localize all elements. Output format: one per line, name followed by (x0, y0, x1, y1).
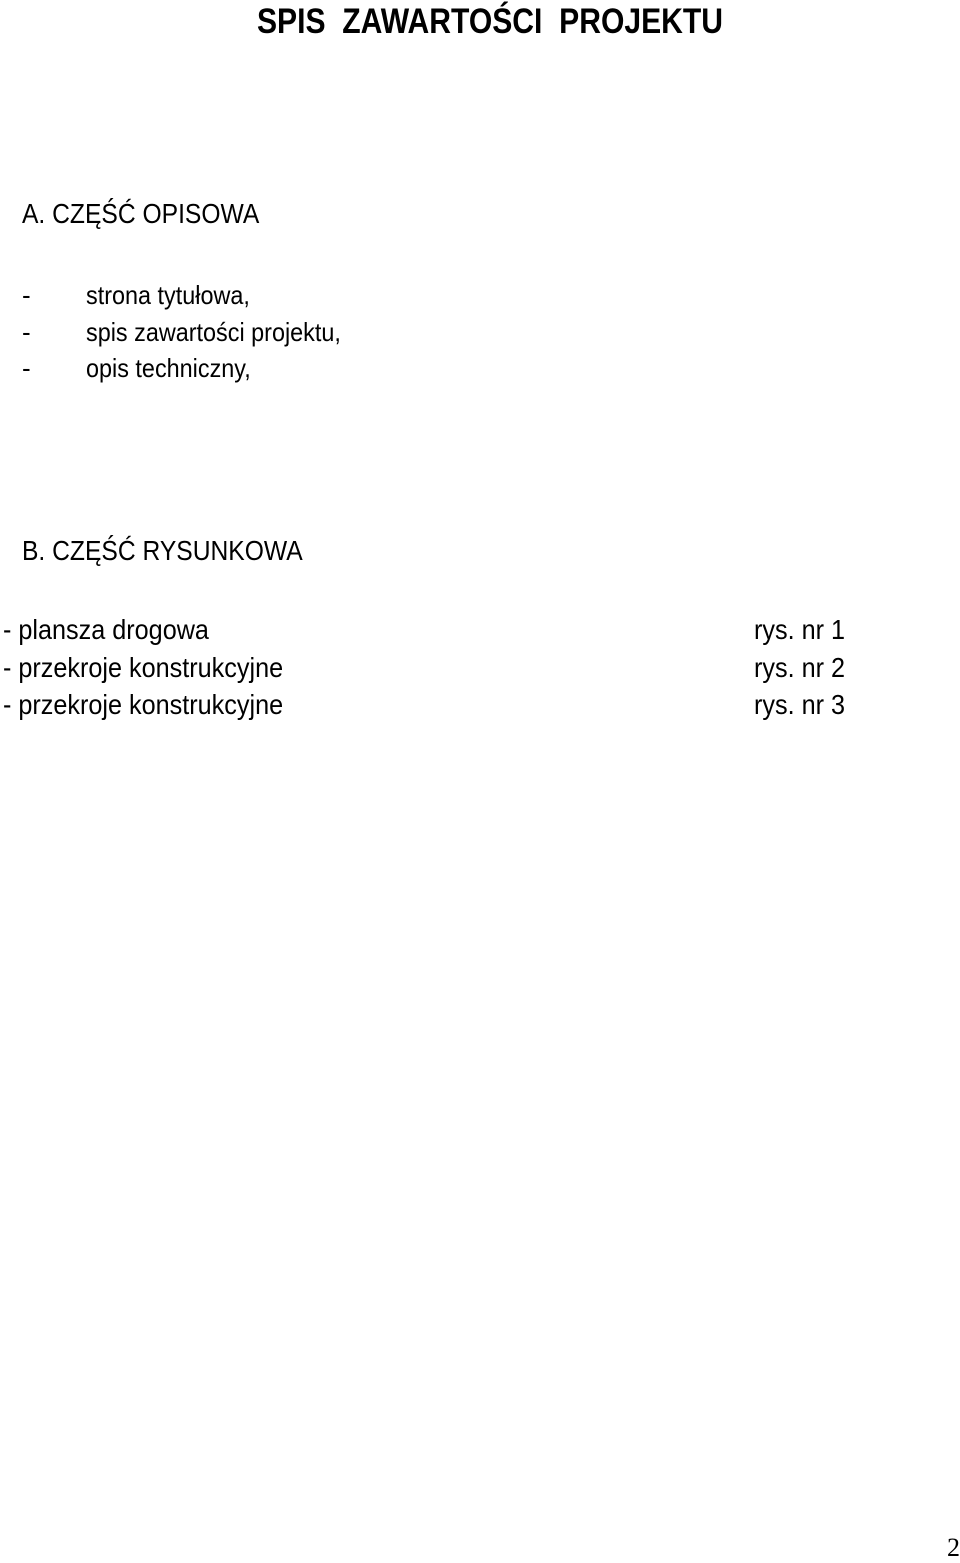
drawing-reference: rys. nr 2 (754, 651, 846, 683)
list-item-text: spis zawartości projektu, (86, 316, 341, 347)
list-item-text: opis techniczny, (86, 353, 251, 383)
section-b-heading: B. CZĘŚĆ RYSUNKOWA (22, 535, 303, 566)
drawing-title: - plansza drogowa (3, 614, 209, 645)
list-item-text: strona tytułowa, (86, 280, 250, 310)
page-title: SPIS ZAWARTOŚCI PROJEKTU (256, 2, 724, 41)
drawing-row (0, 612, 960, 650)
list-item-dash: - (22, 280, 31, 310)
section-b-list (0, 612, 960, 725)
drawing-row (0, 687, 960, 725)
drawing-row (0, 650, 960, 688)
drawing-title: - przekroje konstrukcyjne (3, 651, 284, 683)
section-a-heading: A. CZĘŚĆ OPISOWA (22, 198, 260, 229)
drawing-title: - przekroje konstrukcyjne (3, 689, 284, 720)
list-item (22, 350, 369, 387)
drawing-reference: rys. nr 1 (754, 614, 846, 645)
list-item-dash: - (22, 316, 31, 347)
list-item (22, 277, 369, 314)
list-item-dash: - (22, 353, 31, 383)
page-number: 2 (947, 1533, 960, 1562)
section-a-list (22, 277, 369, 387)
drawing-reference: rys. nr 3 (754, 689, 846, 720)
list-item (22, 314, 369, 351)
